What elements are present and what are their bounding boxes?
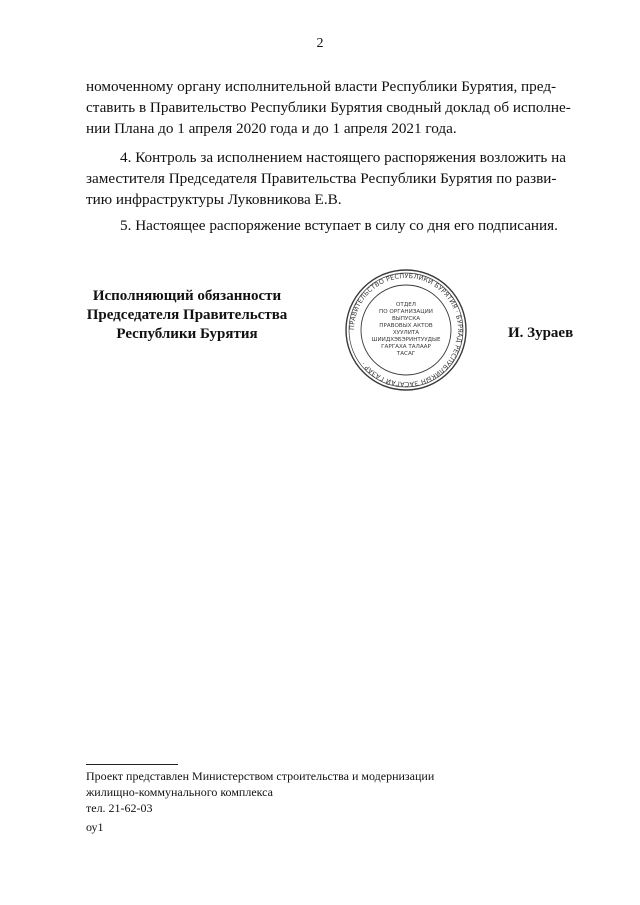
paragraph-line: ставить в Правительство Республики Бурятия сводный доклад об исполне- [86, 99, 571, 116]
seal-inner-line: ТАСАГ [396, 351, 416, 357]
footnote-divider [86, 764, 178, 765]
signatory-title-line: Республики Бурятия [116, 326, 258, 342]
seal-inner-line: ГАРГАХА ТАЛААР [381, 344, 431, 350]
paragraph-control [86, 147, 566, 210]
paragraph-line: нии Плана до 1 апреля 2020 года и до 1 апреля 2021 года. [86, 120, 457, 137]
seal-inner-line: ПО ОРГАНИЗАЦИИ [379, 309, 433, 315]
signatory-title [74, 287, 300, 344]
signer-name: И. Зураев [508, 325, 574, 341]
seal-inner-line: ПРАВОВЫХ АКТОВ [379, 323, 433, 329]
seal-inner-line: ВЫПУСКА [391, 316, 421, 322]
paragraph-effective [86, 215, 556, 236]
official-seal [344, 268, 468, 392]
seal-ring-text: ПРАВИТЕЛЬСТВО РЕСПУБЛИКИ БУРЯТИЯ · БУРЯАД РЕСПУБЛИКЫН ЗАСАГАЙ ГАЗАР · [347, 271, 465, 389]
page-number: 2 [316, 36, 324, 51]
footnote-line: Проект представлен Министерством строительства и модернизации [86, 769, 435, 783]
paragraph-line: номоченному органу исполнительной власти Республики Бурятия, пред- [86, 78, 557, 95]
signatory-title-line: Председателя Правительства [86, 307, 288, 323]
seal-inner-line: ОТДЕЛ [396, 302, 416, 308]
signatory-title-line: Исполняющий обязанности [92, 288, 282, 304]
paragraph-line: 5. Настоящее распоряжение вступает в силу со дня его подписания. [120, 217, 558, 234]
footnote [86, 768, 546, 816]
footnote-phone: тел. 21-62-03 [86, 801, 153, 815]
seal-inner-line: ХУУЛИТА [392, 330, 420, 336]
footnote-line: жилищно-коммунального комплекса [86, 785, 273, 799]
paragraph-line: заместителя Председателя Правительства Республики Бурятия по разви- [86, 170, 557, 187]
paragraph-line: тию инфраструктуры Луковникова Е.В. [86, 191, 342, 208]
seal-inner-line: ШИИДХЭБЭРИНТУУДЫЕ [371, 337, 441, 343]
paragraph-line: 4. Контроль за исполнением настоящего распоряжения возложить на [120, 149, 566, 166]
document-code: оу1 [86, 820, 104, 834]
paragraph-reporting [86, 76, 571, 139]
